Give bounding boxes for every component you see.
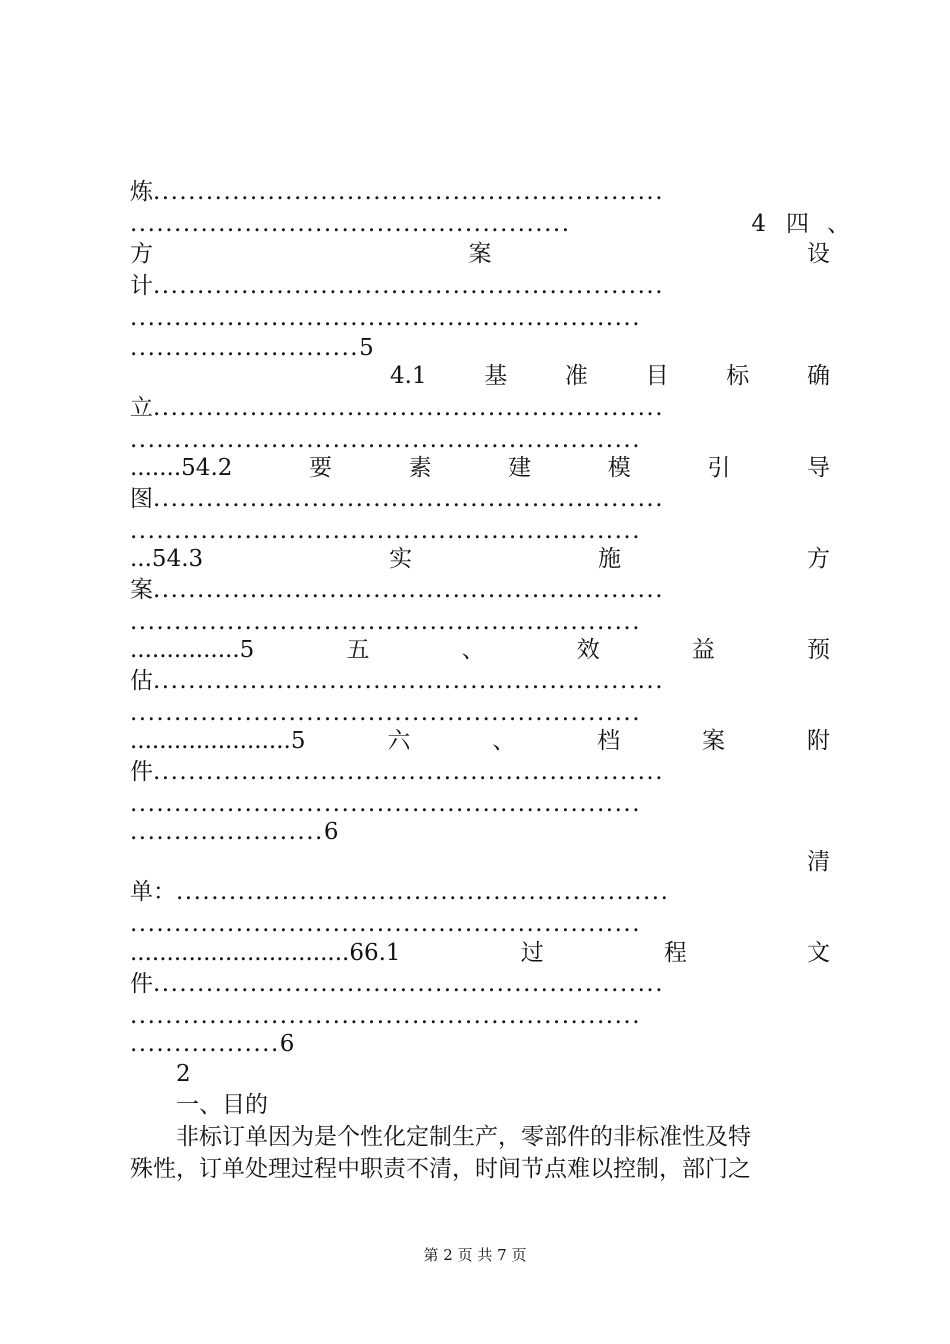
toc-entry-head: 炼 (130, 179, 153, 205)
toc-line (130, 698, 830, 728)
toc-leader-with-number: .......54.2 (130, 455, 233, 481)
toc-entry-head: 估 (130, 668, 153, 694)
toc-entry-char: 益 (691, 637, 715, 663)
toc-line (130, 757, 830, 787)
toc-leader-dots: .......................................................... (153, 577, 665, 603)
toc-line (130, 877, 830, 907)
toc-entry-head: 单： (130, 879, 176, 905)
toc-leader-dots: .......................................................... (130, 609, 642, 635)
toc-leader-dots: .......................................................... (130, 1003, 642, 1029)
toc-entry-char: 建 (508, 455, 532, 481)
toc-entry-char: 准 (564, 363, 588, 389)
toc-entry-char: 附 (806, 728, 830, 754)
toc-entry-char: 施 (598, 546, 622, 572)
toc-entry-char: 方 (806, 546, 830, 572)
paragraph-line: 非标订单因为是个性化定制生产，零部件的非标准性及特 (176, 1124, 751, 1150)
toc-line (130, 453, 830, 483)
toc-line (130, 271, 830, 301)
toc-leader-dots: .......................................................... (153, 179, 665, 205)
toc-line (390, 361, 830, 391)
toc-entry-char: 五 (346, 637, 370, 663)
toc-leader-dots: .......................................................... (130, 427, 642, 453)
toc-separator: 、 (827, 211, 850, 237)
toc-line (130, 303, 830, 333)
toc-line (130, 484, 830, 514)
section-title: 一、目的 (176, 1092, 268, 1118)
toc-leader-dots: .......................................................... (153, 273, 665, 299)
toc-line (130, 333, 830, 363)
toc-entry-char: 效 (576, 637, 600, 663)
toc-line (130, 847, 830, 877)
toc-line (130, 789, 830, 819)
toc-line (130, 425, 830, 455)
toc-entry-char: 档 (597, 728, 621, 754)
toc-entry-char: 方 (130, 241, 153, 267)
toc-leader-dots: ...................... (130, 819, 324, 845)
toc-line (130, 607, 830, 637)
toc-leader-with-number: ..............................66.1 (130, 940, 401, 966)
toc-line (130, 909, 830, 939)
toc-leader-dots: .......................................................... (130, 911, 642, 937)
toc-leader-with-number: ......................5 (130, 728, 306, 754)
toc-entry-char: 基 (484, 363, 508, 389)
toc-entry-char: 六 (387, 728, 411, 754)
toc-leader-dots: .......................................................... (153, 486, 665, 512)
toc-line (130, 177, 830, 207)
toc-line (130, 969, 830, 999)
toc-entry-head: 计 (130, 273, 153, 299)
toc-section-number: 4.1 (390, 363, 427, 389)
toc-page-number: 5 (359, 335, 374, 361)
toc-entry-char: 清 (807, 849, 830, 875)
toc-entry-head: 图 (130, 486, 153, 512)
toc-leader-dots: .......................... (130, 335, 360, 361)
toc-entry-char: 案 (702, 728, 726, 754)
toc-entry-head: 案 (130, 577, 153, 603)
toc-entry-char: 模 (607, 455, 631, 481)
toc-line (130, 666, 830, 696)
toc-line (130, 239, 830, 269)
toc-entry-char: 目 (645, 363, 669, 389)
toc-entry-char: 导 (806, 455, 830, 481)
toc-entry-head: 件 (130, 971, 153, 997)
toc-entry-char: 素 (408, 455, 432, 481)
toc-leader-dots: .......................................................... (153, 971, 665, 997)
toc-leader-dots: .......................................................... (153, 668, 665, 694)
toc-leader-with-number: ...............5 (130, 637, 255, 663)
toc-line (130, 544, 830, 574)
toc-leader-dots: .......................................................... (130, 700, 642, 726)
page-footer: 第 2 页 共 7 页 (423, 1246, 527, 1264)
toc-entry-head: 件 (130, 759, 153, 785)
toc-page-number: 6 (323, 819, 339, 845)
toc-entry-char: 案 (468, 241, 492, 267)
toc-entry-char: 预 (806, 637, 830, 663)
toc-entry-char: 确 (806, 363, 830, 389)
toc-line (130, 726, 830, 756)
toc-line (130, 1001, 830, 1031)
toc-line (130, 575, 830, 605)
toc-line (130, 1029, 830, 1059)
toc-line (130, 393, 830, 423)
toc-entry-head: 立 (130, 395, 153, 421)
toc-entry-char: 要 (308, 455, 332, 481)
toc-leader-dots: .......................................................... (153, 395, 665, 421)
toc-line (130, 516, 830, 546)
toc-entry-char: 过 (520, 940, 544, 966)
toc-entry-head: 四 (786, 211, 809, 237)
toc-page-number: 6 (279, 1031, 295, 1057)
toc-entry-char: 文 (806, 940, 830, 966)
toc-entry-char: 标 (726, 363, 750, 389)
toc-separator: 、 (461, 637, 485, 663)
toc-leader-dots: .......................................................... (130, 305, 642, 331)
toc-line (130, 817, 830, 847)
toc-line (130, 635, 830, 665)
toc-leader-with-number: ...54.3 (130, 546, 204, 572)
page-number-text: 2 (176, 1061, 191, 1087)
toc-leader-dots: ........................................................ (176, 879, 670, 905)
toc-line (130, 938, 830, 968)
toc-entry-char: 引 (707, 455, 731, 481)
toc-entry-char: 设 (807, 241, 830, 267)
toc-leader-dots: .......................................................... (130, 791, 642, 817)
toc-leader-dots: .......................................................... (153, 759, 665, 785)
toc-page-number: 4 (751, 211, 766, 237)
toc-leader-dots: ................. (130, 1031, 280, 1057)
toc-separator: 、 (492, 728, 516, 754)
toc-entry-char: 实 (389, 546, 413, 572)
toc-leader-dots: .................................................. (130, 211, 571, 237)
toc-leader-dots: .......................................................... (130, 518, 642, 544)
toc-entry-char: 程 (663, 940, 687, 966)
toc-line (130, 209, 850, 239)
paragraph-line: 殊性，订单处理过程中职责不清，时间节点难以控制，部门之 (130, 1156, 751, 1182)
